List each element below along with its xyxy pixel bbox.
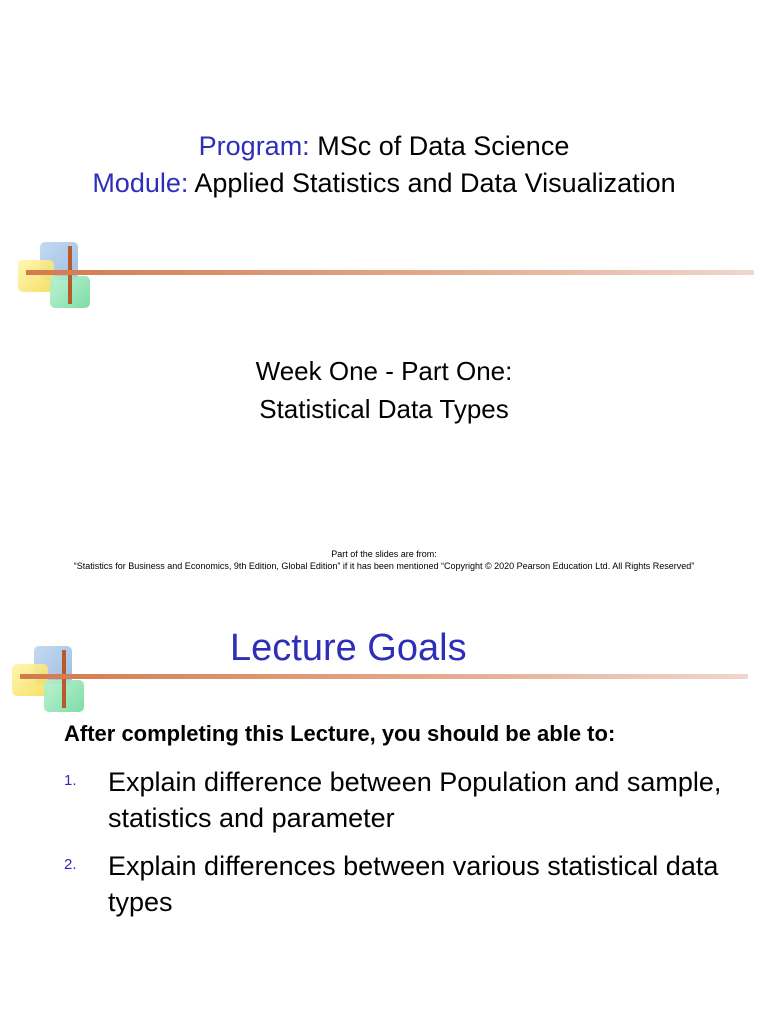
goal-number: 1. [64,772,77,789]
program-label: Program: [198,131,310,161]
slide-title: Lecture Goals [230,627,467,669]
goal-text: Explain difference between Population and sample, statistics and parameter [108,767,722,833]
list-item [64,764,744,836]
horizontal-rule [26,270,754,275]
week-line-2: Statistical Data Types [259,394,509,424]
module-value: Applied Statistics and Data Visualization [194,168,676,198]
program-line [0,128,768,165]
program-value: MSc of Data Science [317,131,570,161]
horizontal-rule [20,674,748,679]
source-note [0,548,768,572]
goal-number: 2. [64,856,77,873]
goals-list [64,764,744,932]
list-item [64,848,744,920]
week-heading [0,352,768,428]
decorative-squares-graphic [18,242,758,310]
vertical-bar-shape [68,246,72,304]
module-label: Module: [92,168,189,198]
week-line-1: Week One - Part One: [255,356,513,386]
source-line-1: Part of the slides are from: [331,549,437,559]
module-line [0,165,768,202]
goals-intro: After completing this Lecture, you should be able to: [64,721,616,746]
yellow-square-shape [12,664,48,696]
vertical-bar-shape [62,650,66,708]
source-line-2: “Statistics for Business and Economics, 9th Edition, Global Edition” if it has been mentioned “Copyright © 2020 Pearson Education Ltd. All Rights Reserved” [73,561,695,571]
lecture-goals-slide [0,610,768,1024]
title-block [0,128,768,202]
yellow-square-shape [18,260,54,292]
decorative-squares-graphic [12,646,752,714]
goal-text: Explain differences between various statistical data types [108,851,719,917]
